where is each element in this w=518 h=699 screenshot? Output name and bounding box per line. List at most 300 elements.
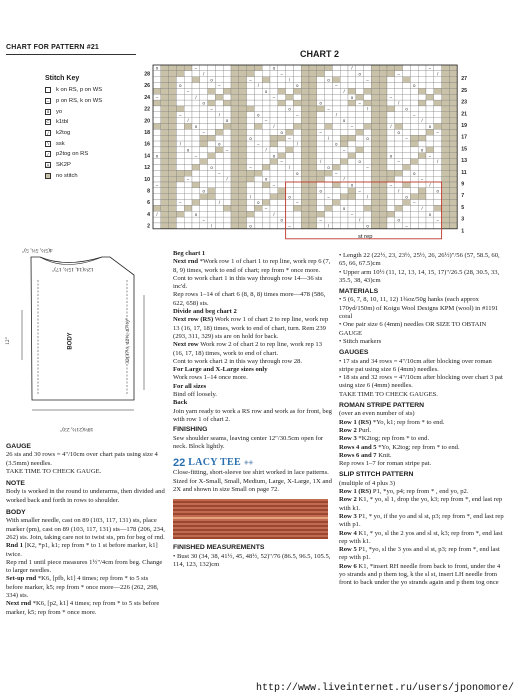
chart-cell xyxy=(364,65,372,71)
chart-symbol: – xyxy=(272,182,276,188)
chart-cell xyxy=(239,118,247,124)
chart-cell xyxy=(286,88,294,94)
chart-cell xyxy=(426,223,434,229)
chart-cell xyxy=(434,182,442,188)
chart-cell xyxy=(231,106,239,112)
stitch-symbol-icon xyxy=(45,173,51,179)
chart-symbol: / xyxy=(421,118,423,124)
chart-cell xyxy=(293,164,301,170)
chart-cell xyxy=(442,141,450,147)
chart-cell xyxy=(403,112,411,118)
chart-cell xyxy=(309,147,317,153)
chart-cell xyxy=(176,176,184,182)
chart-symbol: o xyxy=(257,112,260,118)
chart-cell xyxy=(231,176,239,182)
chart-cell xyxy=(395,135,403,141)
chart-cell xyxy=(379,147,387,153)
chart-cell xyxy=(379,77,387,83)
chart-cell xyxy=(301,112,309,118)
chart-cell xyxy=(449,94,457,100)
chart-cell xyxy=(153,100,161,106)
chart-cell xyxy=(348,77,356,83)
chart-symbol: / xyxy=(296,141,298,147)
chart-cell xyxy=(309,182,317,188)
chart-cell xyxy=(231,164,239,170)
chart-cell xyxy=(395,141,403,147)
chart-cell xyxy=(309,129,317,135)
chart-symbol: o xyxy=(249,223,252,229)
chart-symbol: o xyxy=(202,188,205,194)
chart-cell xyxy=(153,217,161,223)
chart-symbol: – xyxy=(350,211,354,217)
pattern-number: 22 xyxy=(173,457,186,470)
chart-symbol: o xyxy=(397,217,400,223)
chart-cell xyxy=(223,94,231,100)
chart-cell xyxy=(340,153,348,159)
chart-cell xyxy=(403,211,411,217)
chart-cell xyxy=(192,194,200,200)
chart-cell xyxy=(317,88,325,94)
stitch-symbol-icon: \ xyxy=(45,141,51,147)
chart-cell xyxy=(239,83,247,89)
chart-cell xyxy=(426,77,434,83)
chart-cell xyxy=(356,200,364,206)
chart-cell xyxy=(254,205,262,211)
chart-cell xyxy=(426,106,434,112)
chart-cell xyxy=(293,188,301,194)
chart-cell xyxy=(317,170,325,176)
chart-symbol: – xyxy=(366,165,369,170)
chart-symbol: – xyxy=(257,141,260,147)
chart-cell xyxy=(371,112,379,118)
chart-cell xyxy=(418,170,426,176)
chart-cell xyxy=(309,71,317,77)
gauges-check: TAKE TIME TO CHECK GAUGES. xyxy=(339,390,438,398)
chart-cell xyxy=(395,147,403,153)
chart-cell xyxy=(364,94,372,100)
chart-cell xyxy=(231,71,239,77)
row-number-left: 10 xyxy=(144,176,150,183)
chart-cell xyxy=(176,124,184,130)
row-number-left: 28 xyxy=(144,71,150,78)
chart-cell xyxy=(161,71,169,77)
chart-cell xyxy=(356,153,364,159)
chart-cell xyxy=(340,65,348,71)
chart-cell xyxy=(332,159,340,165)
chart-cell xyxy=(301,94,309,100)
chart-symbol: – xyxy=(436,129,439,135)
chart-cell xyxy=(395,118,403,124)
chart-cell xyxy=(325,129,333,135)
chart-cell xyxy=(286,188,294,194)
chart-cell xyxy=(348,223,356,229)
chart-cell xyxy=(153,194,161,200)
chart-cell xyxy=(169,223,177,229)
chart-cell xyxy=(239,88,247,94)
chart-cell xyxy=(371,176,379,182)
chart-cell xyxy=(262,141,270,147)
chart-cell xyxy=(262,223,270,229)
chart-cell xyxy=(247,88,255,94)
chart-symbol: / xyxy=(335,112,337,118)
chart-cell xyxy=(278,106,286,112)
stitch-symbol-icon: – xyxy=(46,98,50,104)
gauge-check: TAKE TIME TO CHECK GAUGE. xyxy=(6,467,102,475)
chart-cell xyxy=(301,65,309,71)
column-left xyxy=(6,441,166,617)
chart-cell xyxy=(192,188,200,194)
chart-cell xyxy=(348,83,356,89)
row-number-right: 21 xyxy=(461,111,467,118)
chart-cell xyxy=(317,147,325,153)
chart-cell xyxy=(410,164,418,170)
chart-cell xyxy=(371,170,379,176)
chart-cell xyxy=(215,176,223,182)
chart-cell xyxy=(169,94,177,100)
chart-cell xyxy=(434,153,442,159)
chart-cell xyxy=(309,217,317,223)
slip-heading: SLIP STITCH PATTERN xyxy=(339,471,414,479)
chart-cell xyxy=(410,77,418,83)
chart-cell xyxy=(262,164,270,170)
chart-cell xyxy=(176,106,184,112)
all-sizes-heading: For all sizes xyxy=(173,382,207,390)
chart-cell xyxy=(192,200,200,206)
chart-cell xyxy=(208,205,216,211)
chart-cell xyxy=(317,153,325,159)
chart-cell xyxy=(387,141,395,147)
chart-symbol: / xyxy=(226,176,228,182)
chart-cell xyxy=(169,106,177,112)
chart-cell xyxy=(340,71,348,77)
chart-grid xyxy=(137,62,487,247)
chart-cell xyxy=(192,118,200,124)
chart-cell xyxy=(379,112,387,118)
chart-cell xyxy=(153,200,161,206)
chart-cell xyxy=(247,100,255,106)
gauge-heading: GAUGE xyxy=(6,443,31,450)
chart-symbol: – xyxy=(327,106,330,112)
roman-rep: Rep rows 1–7 for roman stripe pat. xyxy=(339,460,432,468)
chart-cell xyxy=(270,176,278,182)
chart-cell xyxy=(317,94,325,100)
chart-cell xyxy=(449,124,457,130)
stitch-symbol-icon xyxy=(45,87,51,93)
chart-cell xyxy=(442,217,450,223)
chart-cell xyxy=(426,71,434,77)
col2-para5: Next row Work row 2 of chart 2 to rep line, work rep 13 (16, 17, 18) times, work to end of chart. xyxy=(173,341,323,357)
chart-cell xyxy=(215,118,223,124)
chart-cell xyxy=(208,217,216,223)
chart-cell xyxy=(270,83,278,89)
chart-cell xyxy=(434,147,442,153)
chart-cell xyxy=(325,118,333,124)
chart-cell xyxy=(442,200,450,206)
chart-cell xyxy=(286,124,294,130)
chart-cell xyxy=(215,205,223,211)
chart-cell xyxy=(379,188,387,194)
chart-cell xyxy=(379,124,387,130)
chart-cell xyxy=(254,182,262,188)
row-number-right: 23 xyxy=(461,99,467,106)
chart-symbol: o xyxy=(194,124,198,130)
chart-cell xyxy=(184,205,192,211)
chart-cell xyxy=(161,223,169,229)
chart-cell xyxy=(301,211,309,217)
chart-cell xyxy=(418,71,426,77)
chart-cell xyxy=(184,170,192,176)
chart-cell xyxy=(286,147,294,153)
chart-cell xyxy=(395,211,403,217)
chart-cell xyxy=(208,159,216,165)
chart-cell xyxy=(254,88,262,94)
chart-cell xyxy=(434,141,442,147)
chart-cell xyxy=(364,147,372,153)
chart-cell xyxy=(293,147,301,153)
chart-symbol: – xyxy=(413,112,416,118)
chart-cell xyxy=(301,194,309,200)
chart-cell xyxy=(395,88,403,94)
next-para: Next rnd *K6, [p2, k1] 4 times; rep from * to 5 sts before marker, k5; rep from * once more. xyxy=(6,600,160,616)
chart-cell xyxy=(254,164,262,170)
roman-row3: Row 3 *K2tog; rep from * to end. xyxy=(339,435,430,443)
chart-symbol: o xyxy=(179,83,182,89)
chart-cell xyxy=(449,135,457,141)
chart-cell xyxy=(325,147,333,153)
chart-cell xyxy=(317,83,325,89)
chart-cell xyxy=(371,205,379,211)
chart-cell xyxy=(223,124,231,130)
chart-cell xyxy=(270,217,278,223)
chart-cell xyxy=(247,124,255,130)
chart-cell xyxy=(192,100,200,106)
chart-cell xyxy=(208,129,216,135)
chart-cell xyxy=(364,170,372,176)
chart-cell xyxy=(278,182,286,188)
chart-symbol: o xyxy=(397,129,400,135)
chart-cell xyxy=(442,153,450,159)
chart-cell xyxy=(340,77,348,83)
chart-cell xyxy=(208,147,216,153)
chart-cell xyxy=(348,135,356,141)
chart-cell xyxy=(418,141,426,147)
chart-cell xyxy=(161,205,169,211)
chart-cell xyxy=(356,147,364,153)
chart-cell xyxy=(395,170,403,176)
chart-symbol: – xyxy=(319,217,322,223)
chart-symbol: – xyxy=(342,147,346,153)
chart-cell xyxy=(184,182,192,188)
chart-cell xyxy=(371,65,379,71)
chart-cell xyxy=(161,211,169,217)
row-number-left: 6 xyxy=(147,200,150,207)
chart-cell xyxy=(278,176,286,182)
chart-cell xyxy=(231,223,239,229)
chart-cell xyxy=(247,141,255,147)
chart-symbol: – xyxy=(288,223,291,229)
chart-cell xyxy=(239,141,247,147)
chart-cell xyxy=(301,200,309,206)
chart-cell xyxy=(286,211,294,217)
chart-cell xyxy=(215,194,223,200)
chart-cell xyxy=(192,217,200,223)
chart-cell xyxy=(215,147,223,153)
chart-cell xyxy=(449,129,457,135)
chart-cell xyxy=(387,159,395,165)
chart-symbol: o xyxy=(413,83,416,89)
chart-cell xyxy=(309,159,317,165)
col2-para6: Cont to work chart 2 in this way through row 28. xyxy=(173,357,303,365)
diamond-icon: ◈◈ xyxy=(243,460,254,467)
chart-cell xyxy=(442,100,450,106)
row-number-left: 20 xyxy=(144,118,150,125)
chart-cell xyxy=(403,77,411,83)
chart-cell xyxy=(223,170,231,176)
chart-cell xyxy=(153,88,161,94)
chart-cell xyxy=(231,65,239,71)
chart-cell xyxy=(395,194,403,200)
chart-cell xyxy=(379,153,387,159)
schematic-top-measure: 4(5½, 5½, 5)" xyxy=(22,247,53,253)
chart-cell xyxy=(286,153,294,159)
chart-cell xyxy=(325,200,333,206)
chart-symbol: – xyxy=(179,200,182,206)
chart-cell xyxy=(301,147,309,153)
chart-symbol: – xyxy=(202,129,205,135)
chart-cell xyxy=(309,106,317,112)
chart-symbol: – xyxy=(288,135,291,141)
chart-cell xyxy=(387,200,395,206)
chart-cell xyxy=(239,223,247,229)
chart-cell xyxy=(348,71,356,77)
chart-cell xyxy=(332,211,340,217)
chart-cell xyxy=(379,118,387,124)
chart-symbol: o xyxy=(405,194,408,200)
chart-symbol: – xyxy=(210,106,213,112)
chart-symbol: / xyxy=(265,147,267,153)
chart-cell xyxy=(442,124,450,130)
chart-cell xyxy=(332,194,340,200)
chart-cell xyxy=(442,164,450,170)
chart-cell xyxy=(200,205,208,211)
chart-cell xyxy=(254,188,262,194)
chart-cell xyxy=(434,223,442,229)
chart-cell xyxy=(418,164,426,170)
chart-cell xyxy=(200,159,208,165)
chart-cell xyxy=(418,217,426,223)
chart-cell xyxy=(317,211,325,217)
chart-cell xyxy=(449,194,457,200)
chart-cell xyxy=(442,94,450,100)
chart-cell xyxy=(231,170,239,176)
chart-symbol: – xyxy=(405,135,408,141)
chart-symbol: o xyxy=(272,65,276,71)
chart-symbol: – xyxy=(155,94,159,100)
chart-cell xyxy=(231,88,239,94)
chart-cell xyxy=(278,77,286,83)
chart-cell xyxy=(449,205,457,211)
chart-cell xyxy=(254,106,262,112)
chart-cell xyxy=(192,170,200,176)
chart-symbol: – xyxy=(428,65,432,71)
chart-cell xyxy=(231,205,239,211)
chart-cell xyxy=(442,147,450,153)
chart-symbol: – xyxy=(264,118,268,124)
chart-cell xyxy=(426,100,434,106)
chart-cell xyxy=(176,94,184,100)
chart-symbol: / xyxy=(257,83,259,89)
chart-cell xyxy=(364,124,372,130)
stitch-key-item xyxy=(45,96,140,107)
chart-cell xyxy=(247,118,255,124)
chart-cell xyxy=(161,147,169,153)
chart-cell xyxy=(364,100,372,106)
chart-cell xyxy=(348,129,356,135)
chart-cell xyxy=(325,153,333,159)
chart-cell xyxy=(200,135,208,141)
chart-cell xyxy=(449,200,457,206)
chart-cell xyxy=(325,65,333,71)
chart-cell xyxy=(270,159,278,165)
chart-symbol: o xyxy=(327,77,330,83)
chart-cell xyxy=(434,112,442,118)
chart-cell xyxy=(293,71,301,77)
chart-cell xyxy=(449,88,457,94)
chart-cell xyxy=(340,100,348,106)
chart-cell xyxy=(286,182,294,188)
chart-cell xyxy=(293,88,301,94)
chart-cell xyxy=(434,135,442,141)
chart-cell xyxy=(317,77,325,83)
chart-cell xyxy=(449,141,457,147)
chart-cell xyxy=(215,164,223,170)
stitch-symbol-icon: / xyxy=(45,130,51,136)
chart-cell xyxy=(379,100,387,106)
column-middle xyxy=(173,250,333,569)
chart-cell xyxy=(364,211,372,217)
stitch-key-item xyxy=(45,138,140,149)
chart-cell xyxy=(309,65,317,71)
chart-cell xyxy=(161,118,169,124)
chart-cell xyxy=(449,170,457,176)
column-right xyxy=(339,252,507,588)
chart-cell xyxy=(200,88,208,94)
chart-cell xyxy=(309,188,317,194)
chart-cell xyxy=(262,159,270,165)
chart-symbol: / xyxy=(156,211,158,217)
chart-cell xyxy=(176,71,184,77)
roman-heading: ROMAN STRIPE PATTERN xyxy=(339,402,425,410)
chart-cell xyxy=(434,106,442,112)
chart-cell xyxy=(410,159,418,165)
chart-cell xyxy=(379,83,387,89)
chart-symbol: o xyxy=(280,217,283,223)
chart-cell xyxy=(442,71,450,77)
chart-cell xyxy=(254,124,262,130)
chart-cell xyxy=(395,112,403,118)
chart-cell xyxy=(215,65,223,71)
chart-symbol: / xyxy=(218,200,220,206)
chart-cell xyxy=(169,182,177,188)
chart-cell xyxy=(364,153,372,159)
chart-cell xyxy=(200,112,208,118)
chart-cell xyxy=(239,71,247,77)
stitch-key-label: p2tog on RS xyxy=(56,151,89,158)
chart-symbol: / xyxy=(366,106,369,112)
chart-cell xyxy=(332,223,340,229)
chart-cell xyxy=(247,147,255,153)
chart-cell xyxy=(215,182,223,188)
